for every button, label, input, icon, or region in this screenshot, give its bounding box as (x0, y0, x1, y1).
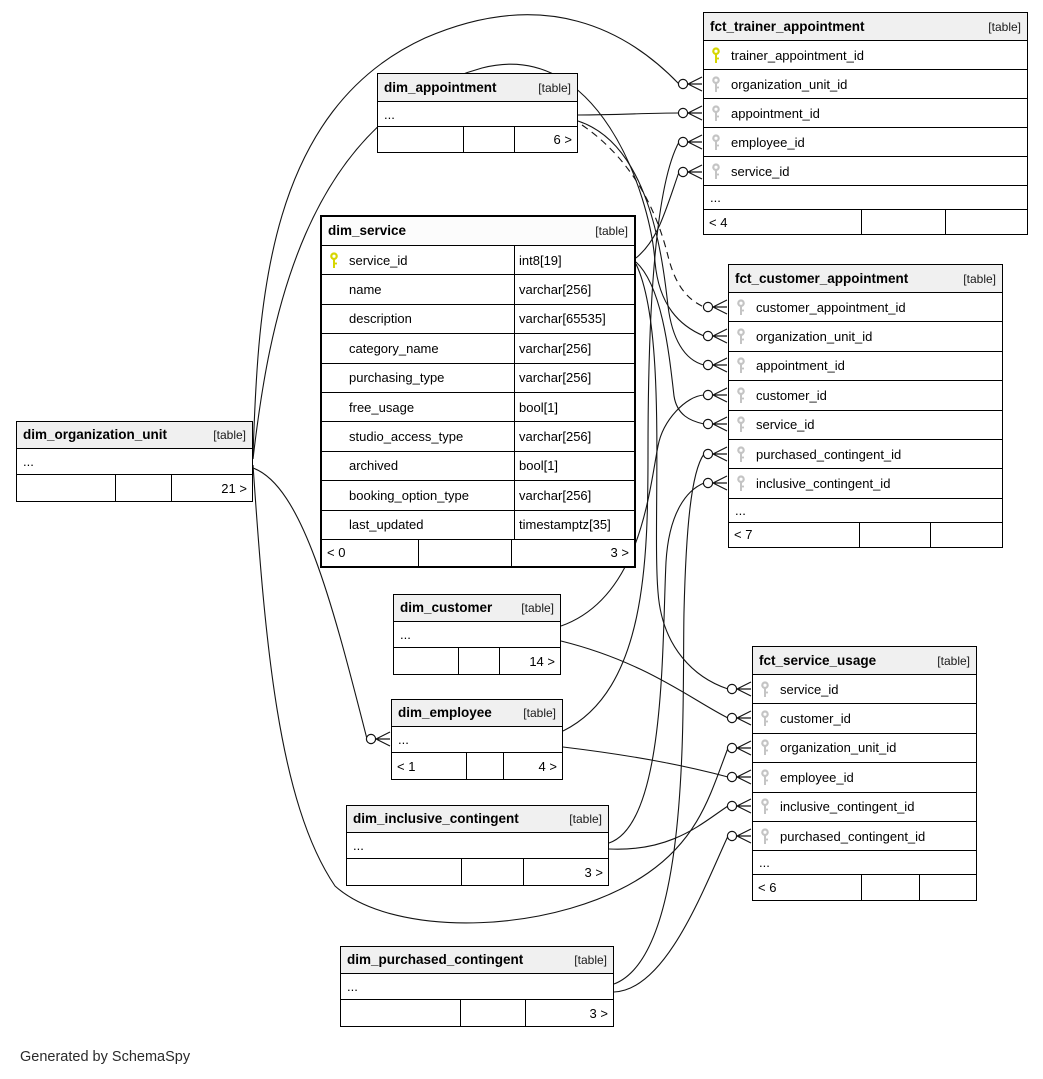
column-name: organization_unit_id (731, 76, 848, 92)
zero-circle-icon (678, 108, 687, 117)
column-name: organization_unit_id (756, 329, 873, 345)
relationship-dim_purchased_contingent-to-fct_service_usage-purchased_contingent_id (614, 829, 751, 992)
foreign-key-icon (710, 134, 722, 151)
table-header[interactable] (17, 422, 252, 449)
foreign-key-icon (759, 681, 771, 698)
primary-key-icon (328, 252, 340, 269)
column-name: inclusive_contingent_id (780, 799, 915, 815)
many-crowfoot-icon (737, 829, 751, 843)
hidden-count: 3 > (610, 545, 629, 561)
many-crowfoot-icon (737, 770, 751, 784)
table-fct_service_usage (752, 646, 977, 901)
column-row-service_id (753, 675, 976, 704)
table-type-tag: [table] (569, 812, 602, 826)
column-type: timestamptz[35] (514, 511, 634, 539)
zero-circle-icon (727, 743, 736, 752)
column-type: varchar[256] (514, 481, 634, 509)
table-header[interactable] (729, 265, 1002, 293)
table-title[interactable]: fct_trainer_appointment (710, 18, 865, 34)
table-fct_customer_appointment (728, 264, 1003, 548)
column-name: customer_id (780, 711, 851, 727)
column-row-customer_id (753, 704, 976, 733)
column-type: varchar[256] (514, 275, 634, 303)
zero-circle-icon (703, 360, 712, 369)
many-crowfoot-icon (688, 106, 702, 120)
table-type-tag: [table] (963, 271, 996, 286)
zero-circle-icon (703, 449, 712, 458)
column-row-service_id (729, 411, 1002, 440)
many-crowfoot-icon (688, 135, 702, 149)
zero-circle-icon (727, 831, 736, 840)
table-dim_appointment (377, 73, 578, 153)
column-row-last_updated (322, 511, 634, 540)
column-name: archived (349, 458, 399, 474)
column-name: employee_id (780, 769, 854, 785)
table-dim_inclusive_contingent (346, 805, 609, 886)
many-crowfoot-icon (688, 77, 702, 91)
table-title[interactable]: dim_appointment (384, 79, 497, 95)
foreign-key-icon (710, 105, 722, 122)
many-crowfoot-icon (737, 711, 751, 725)
zero-circle-icon (703, 419, 712, 428)
related-from-count: < 1 (392, 753, 467, 779)
related-from-count (347, 859, 462, 885)
column-row-customer_id (729, 381, 1002, 410)
column-row-name (322, 275, 634, 304)
footer-spacer (464, 127, 516, 152)
column-row-category_name (322, 334, 634, 363)
zero-circle-icon (727, 684, 736, 693)
table-footer (392, 753, 562, 779)
related-from-count (17, 475, 116, 501)
table-header[interactable] (394, 595, 560, 622)
zero-circle-icon (678, 137, 687, 146)
footer-spacer (862, 210, 946, 234)
foreign-key-icon (735, 475, 747, 492)
table-footer (704, 210, 1027, 234)
column-row-organization_unit_id (753, 734, 976, 763)
column-row-purchased_contingent_id (729, 440, 1002, 469)
table-footer (341, 1000, 613, 1026)
many-crowfoot-icon (376, 732, 390, 746)
hidden-count: 3 > (589, 1005, 608, 1021)
footer-spacer (862, 875, 920, 900)
column-type: varchar[256] (514, 364, 634, 392)
column-name: appointment_id (756, 358, 845, 374)
hidden-columns-ellipsis: ... (729, 499, 1002, 523)
table-header[interactable] (347, 806, 608, 833)
table-title[interactable]: dim_customer (400, 600, 493, 616)
footer-spacer (419, 540, 513, 566)
related-from-count (378, 127, 464, 152)
column-row-organization_unit_id (704, 70, 1027, 99)
table-dim_purchased_contingent (340, 946, 614, 1027)
column-name: customer_appointment_id (756, 299, 906, 315)
table-type-tag: [table] (988, 19, 1021, 34)
column-type: varchar[256] (514, 334, 634, 362)
column-row-inclusive_contingent_id (729, 469, 1002, 498)
column-name: organization_unit_id (780, 740, 897, 756)
table-type-tag: [table] (213, 428, 246, 442)
related-from-count: < 6 (753, 875, 862, 900)
zero-circle-icon (678, 79, 687, 88)
many-crowfoot-icon (713, 388, 727, 402)
table-footer (753, 875, 976, 900)
related-from-count: < 4 (704, 210, 862, 234)
footer-spacer (459, 648, 501, 674)
column-name: service_id (349, 252, 408, 268)
hidden-count: 4 > (538, 758, 557, 774)
foreign-key-icon (735, 387, 747, 404)
foreign-key-icon (735, 299, 747, 316)
column-row-appointment_id (729, 352, 1002, 381)
many-crowfoot-icon (737, 682, 751, 696)
table-footer (347, 859, 608, 885)
table-title[interactable]: fct_service_usage (759, 652, 877, 668)
column-name: booking_option_type (349, 487, 469, 503)
foreign-key-icon (735, 446, 747, 463)
column-name: customer_id (756, 387, 827, 403)
foreign-key-icon (759, 710, 771, 727)
column-name: service_id (731, 163, 790, 179)
table-type-tag: [table] (523, 706, 556, 720)
hidden-count (920, 875, 976, 900)
table-dim_customer (393, 594, 561, 675)
related-from-count: < 7 (729, 523, 860, 547)
table-type-tag: [table] (937, 653, 970, 668)
column-name: free_usage (349, 399, 415, 415)
column-type: int8[19] (514, 246, 634, 274)
zero-circle-icon (727, 772, 736, 781)
table-title[interactable]: dim_organization_unit (23, 427, 168, 443)
relationship-dim_employee-to-fct_service_usage-employee_id (563, 747, 751, 784)
hidden-count (946, 210, 1027, 234)
table-title[interactable]: dim_service (328, 223, 407, 239)
primary-key-icon (710, 47, 722, 64)
table-footer (378, 127, 577, 152)
hidden-columns-ellipsis: ... (704, 186, 1027, 210)
many-crowfoot-icon (688, 165, 702, 179)
hidden-columns-ellipsis: ... (392, 727, 562, 753)
column-name: purchased_contingent_id (756, 446, 902, 462)
table-type-tag: [table] (521, 601, 554, 615)
column-name: purchased_contingent_id (780, 828, 926, 844)
foreign-key-icon (710, 163, 722, 180)
table-title[interactable]: dim_employee (398, 705, 492, 721)
related-from-count: < 0 (322, 540, 419, 566)
table-type-tag: [table] (595, 224, 628, 238)
foreign-key-icon (735, 357, 747, 374)
table-header[interactable] (753, 647, 976, 675)
table-title[interactable]: fct_customer_appointment (735, 270, 909, 286)
column-name: category_name (349, 340, 439, 356)
column-row-service_id (322, 246, 634, 275)
column-row-organization_unit_id (729, 322, 1002, 351)
column-name: service_id (756, 417, 815, 433)
table-fct_trainer_appointment (703, 12, 1028, 235)
foreign-key-icon (735, 416, 747, 433)
foreign-key-icon (759, 739, 771, 756)
column-type: varchar[256] (514, 422, 634, 450)
hidden-count (931, 523, 1002, 547)
table-header[interactable] (378, 74, 577, 102)
column-name: inclusive_contingent_id (756, 476, 891, 492)
column-row-inclusive_contingent_id (753, 793, 976, 822)
table-dim_organization_unit (16, 421, 253, 502)
hidden-columns-ellipsis: ... (394, 622, 560, 648)
column-type: bool[1] (514, 452, 634, 480)
column-row-archived (322, 452, 634, 481)
zero-circle-icon (703, 478, 712, 487)
table-footer (17, 475, 252, 501)
table-footer (394, 648, 560, 674)
column-name: description (349, 311, 412, 327)
foreign-key-icon (759, 798, 771, 815)
table-footer (322, 540, 634, 566)
many-crowfoot-icon (737, 799, 751, 813)
column-name: name (349, 282, 382, 298)
many-crowfoot-icon (713, 329, 727, 343)
footer-spacer (116, 475, 172, 501)
table-dim_employee (391, 699, 563, 780)
hidden-count: 14 > (529, 653, 555, 669)
column-row-studio_access_type (322, 422, 634, 451)
hidden-columns-ellipsis: ... (341, 974, 613, 1000)
column-type: bool[1] (514, 393, 634, 421)
footer-spacer (462, 859, 525, 885)
footer-spacer (467, 753, 504, 779)
table-type-tag: [table] (538, 80, 571, 95)
related-from-count (394, 648, 459, 674)
many-crowfoot-icon (737, 741, 751, 755)
column-row-customer_appointment_id (729, 293, 1002, 322)
column-name: studio_access_type (349, 429, 464, 445)
zero-circle-icon (678, 167, 687, 176)
column-name: service_id (780, 681, 839, 697)
relationship-dim_appointment-to-fct_trainer_appointment-appointment_id (578, 106, 702, 120)
zero-circle-icon (727, 713, 736, 722)
table-title[interactable]: dim_purchased_contingent (347, 952, 524, 968)
zero-circle-icon (703, 390, 712, 399)
related-from-count (341, 1000, 461, 1026)
table-header[interactable] (392, 700, 562, 727)
table-header[interactable] (341, 947, 613, 974)
hidden-columns-ellipsis: ... (753, 851, 976, 875)
column-name: purchasing_type (349, 370, 445, 386)
column-row-employee_id (704, 128, 1027, 157)
hidden-columns-ellipsis: ... (17, 449, 252, 475)
zero-circle-icon (366, 734, 375, 743)
hidden-columns-ellipsis: ... (347, 833, 608, 859)
table-footer (729, 523, 1002, 547)
column-row-booking_option_type (322, 481, 634, 510)
column-name: employee_id (731, 134, 805, 150)
column-name: appointment_id (731, 105, 820, 121)
foreign-key-icon (735, 328, 747, 345)
hidden-columns-ellipsis: ... (378, 102, 577, 127)
column-row-trainer_appointment_id (704, 41, 1027, 70)
zero-circle-icon (703, 302, 712, 311)
foreign-key-icon (710, 76, 722, 93)
table-header[interactable] (704, 13, 1027, 41)
foreign-key-icon (759, 769, 771, 786)
column-row-employee_id (753, 763, 976, 792)
foreign-key-icon (759, 828, 771, 845)
column-type: varchar[65535] (514, 305, 634, 333)
column-row-purchasing_type (322, 364, 634, 393)
column-row-appointment_id (704, 99, 1027, 128)
table-header[interactable] (322, 217, 634, 246)
column-row-service_id (704, 157, 1027, 186)
generator-credit: Generated by SchemaSpy (20, 1049, 191, 1065)
hidden-count: 6 > (553, 132, 572, 147)
column-row-description (322, 305, 634, 334)
many-crowfoot-icon (713, 417, 727, 431)
many-crowfoot-icon (713, 447, 727, 461)
column-row-free_usage (322, 393, 634, 422)
many-crowfoot-icon (713, 300, 727, 314)
footer-spacer (461, 1000, 526, 1026)
column-name: last_updated (349, 517, 424, 533)
hidden-count: 21 > (221, 480, 247, 496)
table-title[interactable]: dim_inclusive_contingent (353, 811, 519, 827)
many-crowfoot-icon (713, 476, 727, 490)
zero-circle-icon (727, 801, 736, 810)
table-type-tag: [table] (574, 953, 607, 967)
column-name: trainer_appointment_id (731, 47, 864, 63)
many-crowfoot-icon (713, 358, 727, 372)
table-dim_service (320, 215, 636, 568)
zero-circle-icon (703, 331, 712, 340)
footer-spacer (860, 523, 931, 547)
hidden-count: 3 > (584, 864, 603, 880)
column-row-purchased_contingent_id (753, 822, 976, 851)
